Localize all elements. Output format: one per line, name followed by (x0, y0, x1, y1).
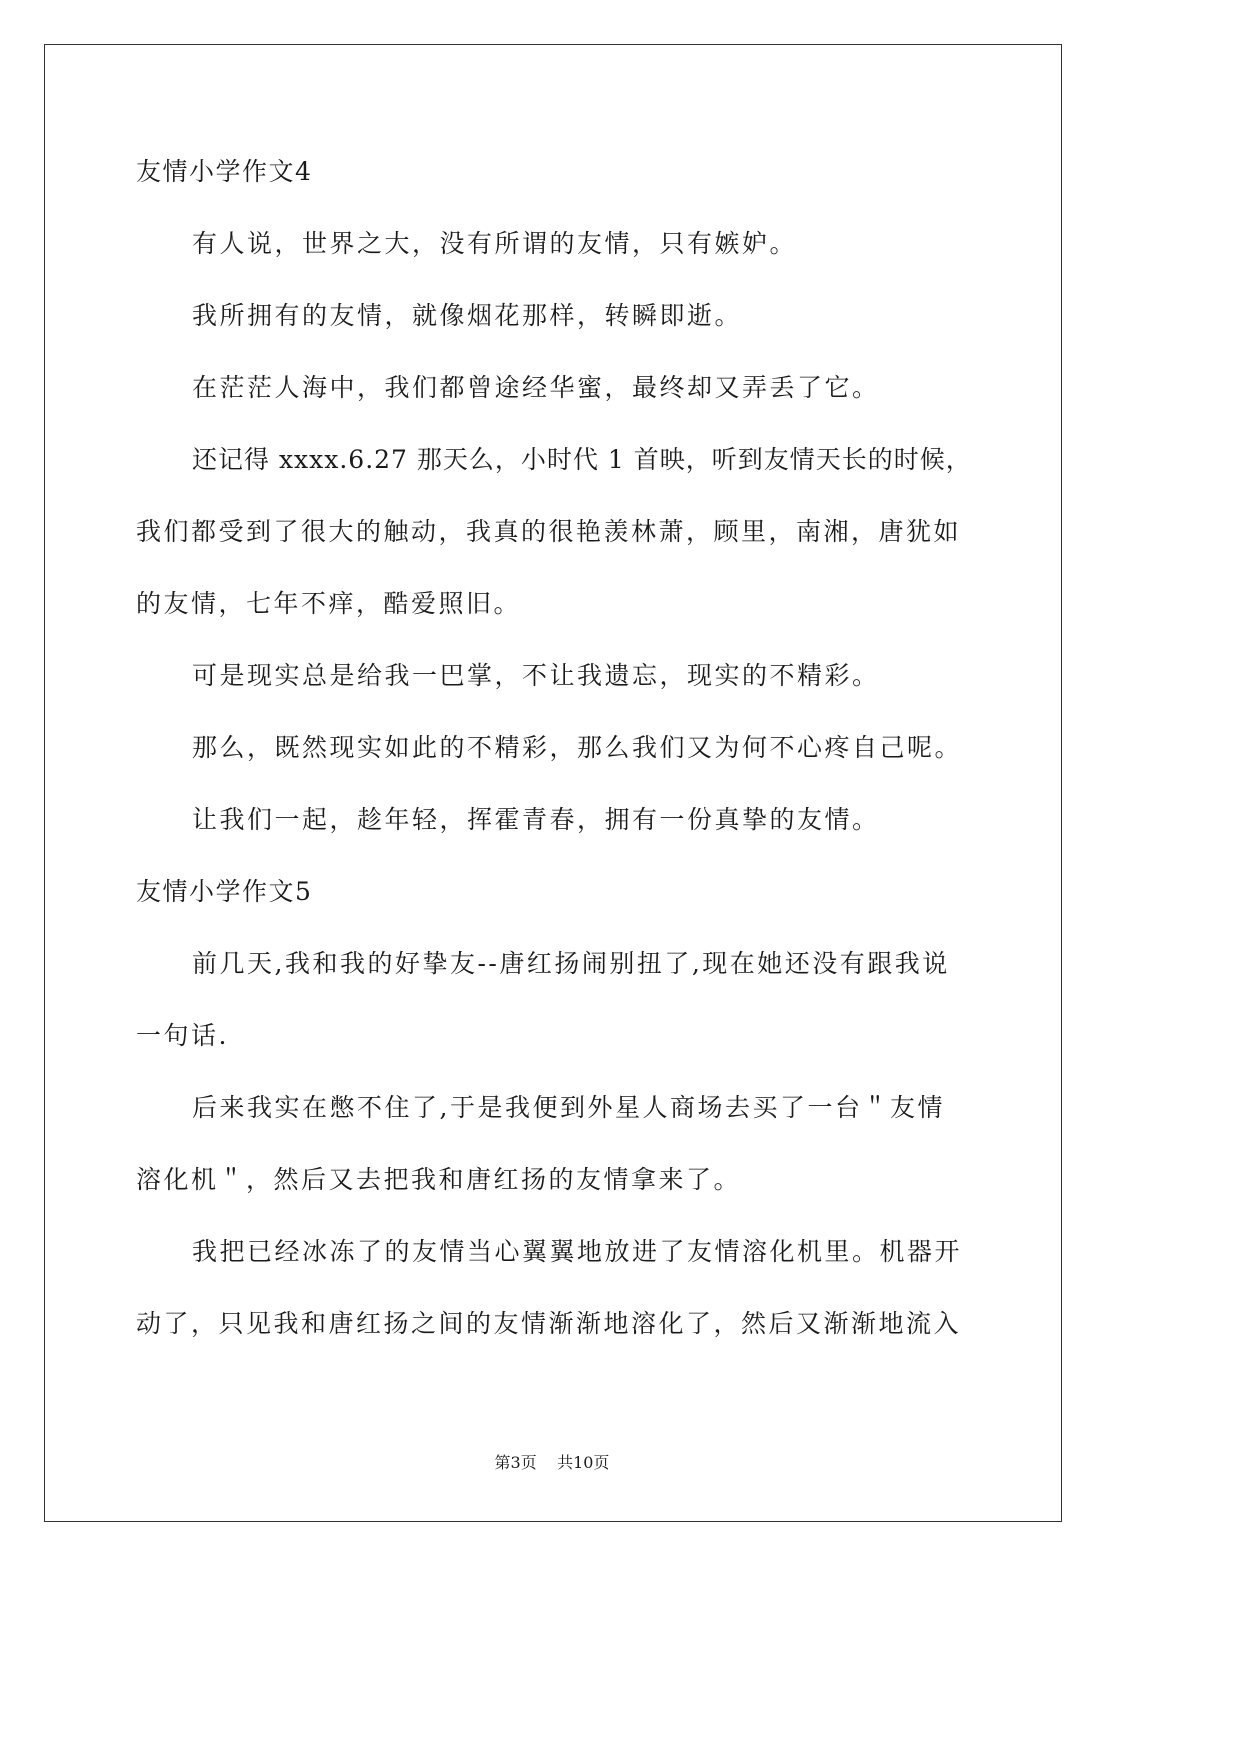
paragraph-line: 有人说，世界之大，没有所谓的友情，只有嫉妒。 (192, 229, 798, 258)
paragraph-line: 在茫茫人海中，我们都曾途经华蜜，最终却又弄丢了它。 (192, 373, 880, 402)
paragraph-line: 还记得 xxxx.6.27 那天么，小时代 1 首映，听到友情天长的时候， (192, 445, 972, 474)
page-border (44, 44, 1062, 1522)
paragraph-line: 我把已经冰冻了的友情当心翼翼地放进了友情溶化机里。机器开 (192, 1237, 963, 1266)
paragraph-line: 前几天,我和我的好挚友--唐红扬闹别扭了,现在她还没有跟我说 (192, 949, 950, 978)
paragraph-line: 一句话. (136, 1021, 229, 1050)
paragraph-line: 的友情，七年不痒，酷爱照旧。 (136, 589, 522, 618)
essay-heading-5: 友情小学作文5 (136, 877, 313, 906)
paragraph-line: 我们都受到了很大的触动，我真的很艳羡林萧，顾里，南湘，唐犹如 (136, 517, 962, 546)
paragraph-line: 那么，既然现实如此的不精彩，那么我们又为何不心疼自己呢。 (192, 733, 963, 762)
paragraph-line: 我所拥有的友情，就像烟花那样，转瞬即逝。 (192, 301, 743, 330)
page-number-footer: 第3页 共10页 (494, 1453, 610, 1472)
paragraph-line: 动了，只见我和唐红扬之间的友情渐渐地溶化了，然后又渐渐地流入 (136, 1309, 962, 1338)
essay-heading-4: 友情小学作文4 (136, 157, 313, 186)
paragraph-line: 后来我实在憋不住了,于是我便到外星人商场去买了一台＂友情 (192, 1093, 945, 1122)
paragraph-line: 溶化机＂，然后又去把我和唐红扬的友情拿来了。 (136, 1165, 742, 1194)
paragraph-line: 让我们一起，趁年轻，挥霍青春，拥有一份真挚的友情。 (192, 805, 880, 834)
paragraph-line: 可是现实总是给我一巴掌，不让我遗忘，现实的不精彩。 (192, 661, 880, 690)
